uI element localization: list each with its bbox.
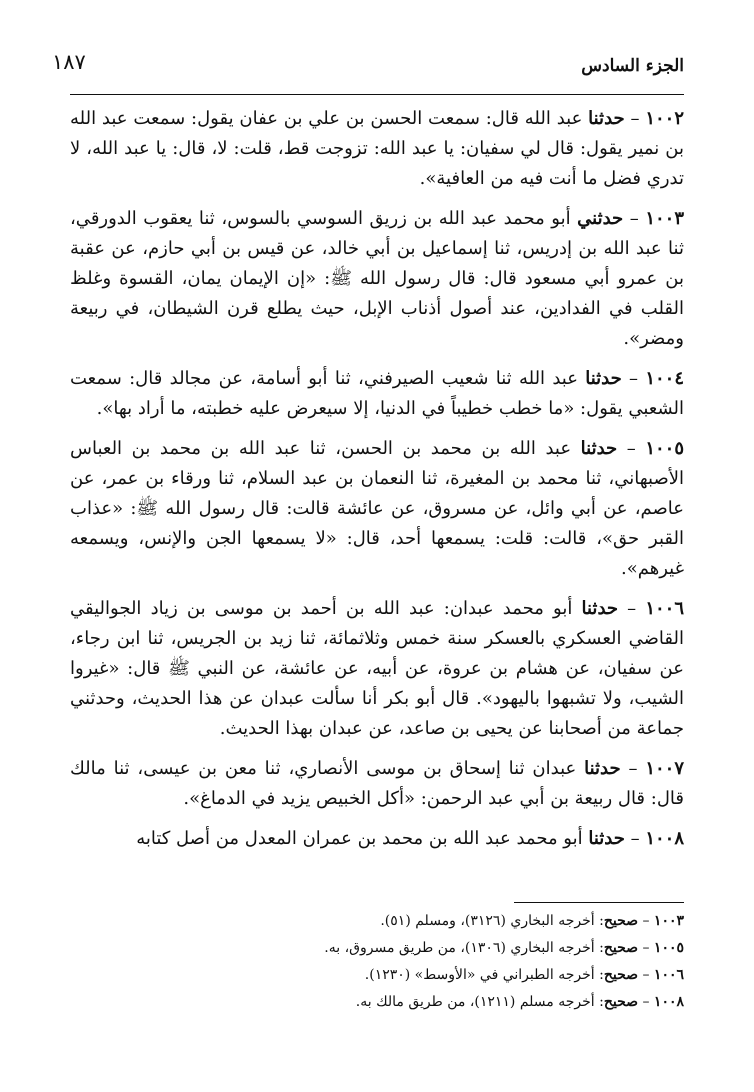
hadith-keyword: حدثني bbox=[577, 208, 624, 229]
footnote-number: ١٠٠٥ bbox=[653, 940, 684, 956]
footnote-text: أخرجه البخاري (١٣٠٦)، من طريق مسروق، به. bbox=[324, 940, 595, 956]
footnote-rule bbox=[514, 902, 684, 903]
footnote: ١٠٠٨ – صحيح: أخرجه مسلم (١٢١١)، من طريق مالك به. bbox=[355, 994, 684, 1010]
footnote-text: أخرجه البخاري (٣١٢٦)، ومسلم (٥١). bbox=[380, 913, 595, 929]
hadith-text: عبدان ثنا إسحاق بن موسى الأنصاري، ثنا معن بن عيسى، ثنا مالك قال: قال ربيعة بن أبي عبد الرحمن: «أكل الخبيص يزيد في الدماغ». bbox=[70, 758, 684, 809]
hadith-keyword: حدثنا bbox=[581, 598, 619, 619]
footnote-number: ١٠٠٨ bbox=[653, 994, 684, 1010]
hadith-number: ١٠٠٥ bbox=[645, 438, 684, 459]
hadith-keyword: حدثنا bbox=[588, 828, 625, 849]
hadith-paragraph: ١٠٠٦ – حدثنا أبو محمد عبدان: عبد الله بن أحمد بن موسى بن زياد الجواليقي القاضي العسكري بالعسكر سنة خمس وثلاثمائة، ثنا زيد بن الجريس، ثنا ابن رجاء، عن سفيان، عن هشام بن عروة، عن أبيه، عن عائشة، عن النبي ﷺ قال: «غيروا الشيب، ولا تشبهوا باليهود». قال أبو بكر أنا سألت عبدان عن هذا الحديث، وحدثني جماعة من أصحابنا عن يحيى بن صاعد، عن عبدان بهذا الحديث. bbox=[70, 598, 684, 739]
hadith-keyword: حدثنا bbox=[588, 108, 625, 129]
hadith-number: ١٠٠٦ bbox=[645, 598, 684, 619]
hadith-text: عبد الله ثنا شعيب الصيرفني، ثنا أبو أسامة، عن مجالد قال: سمعت الشعبي يقول: «ما خطب خطيباً في الدنيا، إلا سيعرض عليه خطبته، ما أراد بها». bbox=[70, 368, 684, 419]
page-number: ١٨٧ bbox=[52, 50, 86, 74]
hadith-text: أبو محمد عبد الله بن محمد بن عمران المعدل من أصل كتابه bbox=[136, 828, 583, 849]
hadith-paragraph: ١٠٠٤ – حدثنا عبد الله ثنا شعيب الصيرفني، ثنا أبو أسامة، عن مجالد قال: سمعت الشعبي يقول: «ما خطب خطيباً في الدنيا، إلا سيعرض عليه خطبته، ما أراد بها». bbox=[70, 368, 684, 419]
footnote-grade: صحيح bbox=[603, 913, 639, 929]
main-text bbox=[70, 104, 684, 864]
footnote-number: ١٠٠٣ bbox=[653, 913, 684, 929]
hadith-paragraph: ١٠٠٨ – حدثنا أبو محمد عبد الله بن محمد بن عمران المعدل من أصل كتابه bbox=[136, 828, 684, 849]
hadith-keyword: حدثنا bbox=[580, 438, 618, 459]
footnote-text: أخرجه الطبراني في «الأوسط» (١٢٣٠). bbox=[364, 967, 595, 983]
hadith-text: عبد الله قال: سمعت الحسن بن علي بن عفان يقول: سمعت عبد الله بن نمير يقول: قال لي سفيان: يا عبد الله: تزوجت قط، قلت: لا، قال: يا عبد الله، لا تدري فضل ما أنت فيه من العافية». bbox=[70, 108, 684, 189]
footnote: ١٠٠٣ – صحيح: أخرجه البخاري (٣١٢٦)، ومسلم (٥١). bbox=[380, 913, 684, 929]
hadith-number: ١٠٠٨ bbox=[645, 828, 684, 849]
footnotes bbox=[70, 908, 684, 1016]
hadith-paragraph: ١٠٠٢ – حدثنا عبد الله قال: سمعت الحسن بن علي بن عفان يقول: سمعت عبد الله بن نمير يقول: قال لي سفيان: يا عبد الله: تزوجت قط، قلت: لا، قال: يا عبد الله، لا تدري فضل ما أنت فيه من العافية». bbox=[70, 108, 684, 189]
hadith-paragraph: ١٠٠٧ – حدثنا عبدان ثنا إسحاق بن موسى الأنصاري، ثنا معن بن عيسى، ثنا مالك قال: قال ربيعة بن أبي عبد الرحمن: «أكل الخبيص يزيد في الدماغ». bbox=[70, 758, 684, 809]
hadith-text: أبو محمد عبدان: عبد الله بن أحمد بن موسى بن زياد الجواليقي القاضي العسكري بالعسكر سنة خمس وثلاثمائة، ثنا زيد بن الجريس، ثنا ابن رجاء، عن سفيان، عن هشام بن عروة، عن أبيه، عن عائشة، عن النبي ﷺ قال: «غيروا الشيب، ولا تشبهوا باليهود». قال أبو بكر أنا سألت عبدان عن هذا الحديث، وحدثني جماعة من أصحابنا عن يحيى بن صاعد، عن عبدان بهذا الحديث. bbox=[70, 598, 684, 739]
hadith-number: ١٠٠٣ bbox=[645, 208, 684, 229]
hadith-text: أبو محمد عبد الله بن زريق السوسي بالسوس، ثنا يعقوب الدورقي، ثنا عبد الله بن إدريس، ثنا إسماعيل بن أبي خالد، عن قيس بن أبي حازم، عن عقبة بن عمرو أبي مسعود قال: قال رسول الله ﷺ: «إن الإيمان يمان، القسوة وغلظ القلب في الفدادين، عند أصول أذناب الإبل، حيث يطلع قرن الشيطان، في ربيعة ومضر». bbox=[70, 208, 684, 349]
footnote-number: ١٠٠٦ bbox=[653, 967, 684, 983]
running-title: الجزء السادس bbox=[581, 56, 684, 76]
hadith-number: ١٠٠٢ bbox=[645, 108, 684, 129]
hadith-number: ١٠٠٧ bbox=[645, 758, 684, 779]
footnote-grade: صحيح bbox=[603, 940, 639, 956]
footnote-grade: صحيح bbox=[603, 967, 639, 983]
footnote-text: أخرجه مسلم (١٢١١)، من طريق مالك به. bbox=[355, 994, 595, 1010]
hadith-number: ١٠٠٤ bbox=[645, 368, 684, 389]
hadith-keyword: حدثنا bbox=[584, 758, 621, 779]
footnote: ١٠٠٦ – صحيح: أخرجه الطبراني في «الأوسط» (١٢٣٠). bbox=[364, 967, 684, 983]
footnote-grade: صحيح bbox=[603, 994, 639, 1010]
footnote: ١٠٠٥ – صحيح: أخرجه البخاري (١٣٠٦)، من طريق مسروق، به. bbox=[324, 940, 684, 956]
hadith-keyword: حدثنا bbox=[585, 368, 622, 389]
hadith-paragraph: ١٠٠٣ – حدثني أبو محمد عبد الله بن زريق السوسي بالسوس، ثنا يعقوب الدورقي، ثنا عبد الله بن إدريس، ثنا إسماعيل بن أبي خالد، عن قيس بن أبي حازم، عن عقبة بن عمرو أبي مسعود قال: قال رسول الله ﷺ: «إن الإيمان يمان، القسوة وغلظ القلب في الفدادين، عند أصول أذناب الإبل، حيث يطلع قرن الشيطان، في ربيعة ومضر». bbox=[70, 208, 684, 349]
header-rule bbox=[70, 94, 684, 95]
hadith-text: عبد الله بن محمد بن الحسن، ثنا عبد الله بن محمد بن العباس الأصبهاني، ثنا محمد بن المغيرة، ثنا النعمان بن عبد السلام، ثنا ورقاء بن عمر، عن عاصم، عن أبي وائل، عن مسروق، عن عائشة قالت: قال رسول الله ﷺ: «عذاب القبر حق»، قالت: قلت: يسمعها أحد، قال: «لا يسمعها الجن والإنس، ويسمعه غيرهم». bbox=[70, 438, 684, 579]
hadith-paragraph: ١٠٠٥ – حدثنا عبد الله بن محمد بن الحسن، ثنا عبد الله بن محمد بن العباس الأصبهاني، ثنا محمد بن المغيرة، ثنا النعمان بن عبد السلام، ثنا ورقاء بن عمر، عن عاصم، عن أبي وائل، عن مسروق، عن عائشة قالت: قال رسول الله ﷺ: «عذاب القبر حق»، قالت: قلت: يسمعها أحد، قال: «لا يسمعها الجن والإنس، ويسمعه غيرهم». bbox=[70, 438, 684, 579]
